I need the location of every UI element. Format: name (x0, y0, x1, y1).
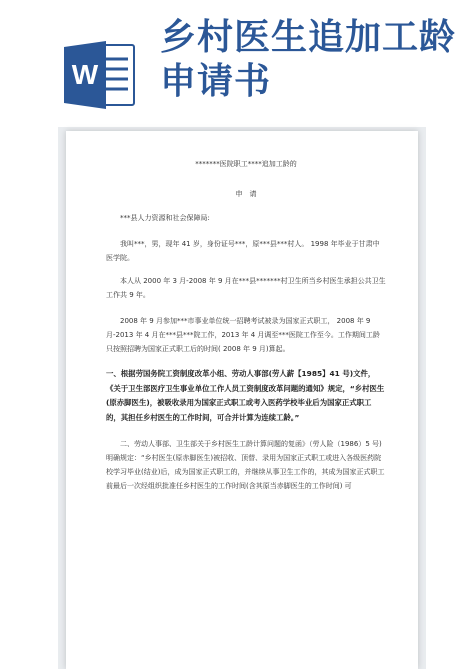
paragraph-policy-one: 一、根据劳国务院工资制度改革小组、劳动人事部(劳人薪【1985】41 号)文件，《关于卫生部医疗卫生事业单位工作人员工资制度改革问题的通知》规定，“乡村医生(原赤脚医生)，被吸收录用为国家正式职工或考入医药学校毕业后为国家正式职工的，其担任乡村医生的工作时间，可合并计算为连续工龄。” (106, 369, 385, 422)
doc-addressee: ***县人力资源和社会保障局: (120, 214, 210, 222)
doc-subheading: 申 请 (235, 190, 257, 198)
document-title (160, 16, 460, 104)
document-page (66, 131, 418, 669)
word-logo-icon (62, 37, 138, 113)
paragraph-policy-two: 二、劳动人事部、卫生部关于乡村医生工龄计算问题的复函》（劳人险（1986）5 号)明确规定：“乡村医生(原赤脚医生)被招收、顶替、录用为国家正式职工或进入各级医药院校学习毕业(结业)后，成为国家正式职工的，并继续从事卫生工作的，其成为国家正式职工前最后一次经组织批准任乡村医生的工作时间(含其原当赤脚医生的工作时间) 可 (106, 440, 385, 490)
title-line-2: 申请书 (160, 61, 272, 102)
paragraph-intro: 我叫***，男，现年 41 岁，身份证号***，原***县***村人。 1998 年毕业于甘肃中医学院。 (106, 240, 380, 262)
title-line-1: 乡村医生追加工龄 (160, 17, 457, 58)
paragraph-employment: 2008 年 9 月参加***市事业单位统一招聘考试被录为国家正式职工， 2008 年 9 月-2013 年 4 月在***县***院工作，2013 年 4 月调至***医院工作至今。工作期间工龄只按照招聘为国家正式职工后的时间( 2008 年 9 月)算起。 (106, 317, 380, 353)
doc-heading: *******医院职工****追加工龄的 (195, 160, 297, 168)
word-logo-letter: W (71, 59, 99, 90)
paragraph-village-work: 本人从 2000 年 3 月-2008 年 9 月在***县*******村卫生所当乡村医生承担公共卫生工作共 9 年。 (106, 277, 386, 299)
